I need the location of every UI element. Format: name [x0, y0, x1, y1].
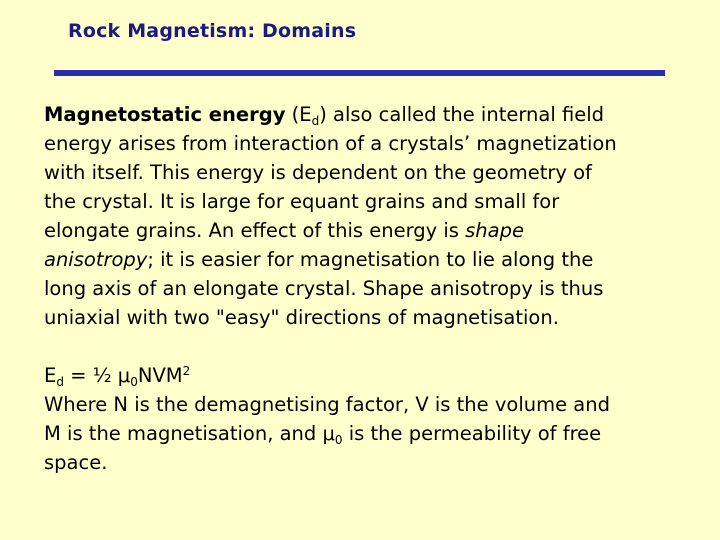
- title-underline: [54, 70, 665, 76]
- paragraph-text-part2: ; it is easier for magnetisation to lie along the long axis of an elongate crystal. Shape anisotropy is thus uniaxial with two "easy" directions of magnetisation.: [44, 248, 604, 329]
- formula-e-subscript: d: [56, 375, 64, 389]
- paragraph-spacer: [44, 332, 694, 361]
- term-magnetostatic-energy: Magnetostatic energy: [44, 103, 286, 126]
- slide-body: [44, 100, 694, 477]
- formula-explanation: [44, 390, 694, 477]
- formula-e: E: [44, 364, 57, 387]
- ed-subscript: d: [311, 114, 320, 128]
- explanation-text-part1: Where N is the demagnetising factor, V is the volume and M is the magnetisation, and: [44, 393, 610, 445]
- formula-mu: μ: [117, 364, 131, 387]
- explanation-mu-subscript: 0: [334, 433, 343, 447]
- explanation-mu: μ: [322, 422, 335, 445]
- slide-title: Rock Magnetism: Domains: [68, 20, 357, 42]
- paragraph-text-part1: ) also called the internal field energy arises from interaction of a crystals’ magnetization with itself. This energy is dependent on the geometry of the crystal. It is large for equant grains and small for elongate grains. An effect of this energy is: [44, 103, 617, 242]
- explanation-text-part2: is the permeability of free space.: [44, 422, 602, 474]
- formula-equals-half: = ½: [63, 364, 118, 387]
- formula-mu-subscript: 0: [130, 375, 138, 389]
- formula-nvm: NVM: [137, 364, 183, 387]
- formula-superscript: 2: [182, 364, 191, 378]
- formula-line: [44, 361, 694, 390]
- ed-symbol-open: (E: [285, 103, 312, 126]
- shape-anisotropy-term: shape anisotropy: [44, 219, 524, 271]
- magnetostatic-energy-paragraph: [44, 100, 694, 332]
